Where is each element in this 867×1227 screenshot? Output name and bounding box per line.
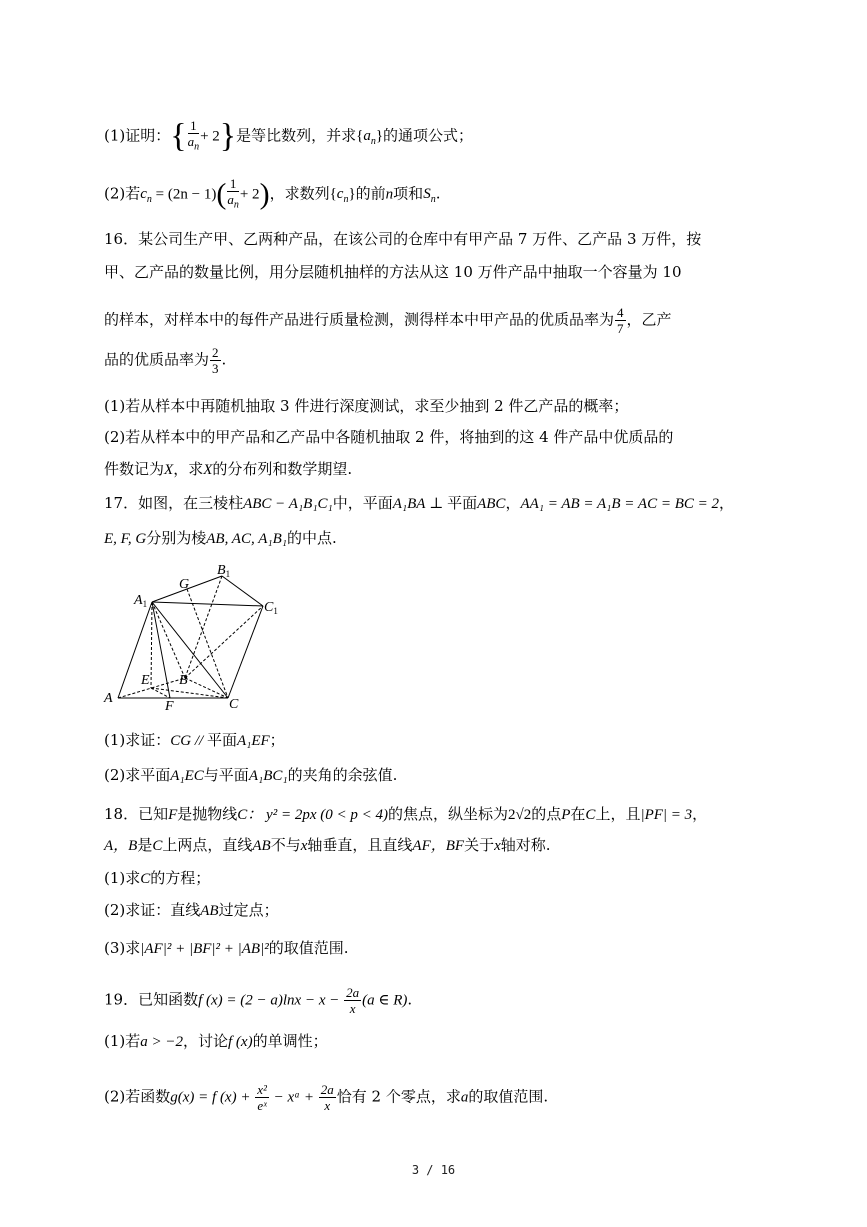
q16-fraction-4-7: $\frac{4}{7}$	[617, 305, 624, 336]
label-f: F	[165, 699, 174, 710]
label-a1: $A_1$	[134, 593, 148, 609]
label-b1: $B_1$	[217, 563, 231, 579]
q15-p1-text2: 的通项公式；	[383, 126, 474, 145]
page-number: 3 / 16	[411, 1163, 456, 1177]
q16-line2: 甲、乙产品的数量比例，用分层随机抽样的方法从这 10 万件产品中抽取一个容量为 10	[104, 263, 682, 281]
q16-line3: 的样本，对样本中的每件产品进行质量检测，测得样本中甲产品的优质品率为 $\frac{4}{7}$ ，乙产	[104, 305, 672, 336]
edge-b1-b	[185, 576, 222, 678]
label-a: A	[104, 691, 113, 706]
edge-a1-c	[152, 602, 228, 698]
q18-part3: (3)求|AF|² + |BF|² + |AB|²的取值范围.	[104, 939, 349, 957]
q15-p1-seq: $\{a_n\}$	[356, 128, 384, 148]
right-brace: }	[219, 117, 237, 155]
edge-a1-b	[152, 602, 185, 678]
label-b: B	[179, 673, 188, 688]
edge-c1-c	[228, 606, 263, 698]
label-e: E	[141, 673, 150, 688]
q17-part1: (1)求证：CG // 平面A₁EF；	[104, 731, 285, 749]
q17-line1: 17．如图，在三棱柱ABC − A₁B₁C₁中，平面A₁BA ⊥ 平面ABC，AA₁ = AB = A₁B = AC = BC = 2，	[104, 494, 735, 512]
left-brace: {	[170, 117, 187, 155]
label-g: G	[179, 577, 190, 592]
q15-part2: (2)若$c_n = (2n - 1)$( $\frac{1}{a_n}$ + 2)，求数列$\{c_n\}$的前n项和$S_n$.	[104, 176, 441, 211]
edge-e-f	[151, 688, 170, 698]
q15-p1-label: (1)证明：	[104, 126, 171, 145]
q19-fraction-2a-x: $\frac{2a}{x}$	[346, 985, 360, 1016]
q16-line4: 品的优质品率为 $\frac{2}{3}$ .	[104, 345, 227, 376]
q16-part1: (1)若从样本中再随机抽取 3 件进行深度测试，求至少抽到 2 件乙产品的概率；	[104, 397, 629, 415]
edge-a1-e	[151, 602, 152, 688]
q17-line2: E, F, G分别为棱AB, AC, A₁B₁的中点.	[104, 529, 337, 547]
q16-part2-line1: (2)若从样本中的甲产品和乙产品中各随机抽取 2 件，将抽到的这 4 件产品中优质品的	[104, 428, 674, 446]
triangular-prism-figure	[100, 560, 290, 710]
label-c: C	[229, 697, 239, 710]
label-c1: $C_1$	[264, 600, 278, 616]
q18-line1: 18．已知F是抛物线C： y² = 2px (0 < p < 4)的焦点，纵坐标为2√2的点P在C上，且|PF| = 3，	[104, 805, 708, 823]
q18-part1: (1)求C的方程；	[104, 869, 211, 887]
edge-e-c	[151, 688, 228, 698]
q18-line2: A，B是C上两点，直线AB不与x轴垂直，且直线AF，BF关于x轴对称.	[104, 836, 551, 854]
q19-fraction-x2-ex: $\frac{\text{x²}}{\text{eˣ}}$	[257, 1082, 267, 1113]
q15-p1-fraction: $\frac{1}{a_n}$	[187, 118, 200, 153]
edge-a1-c1	[152, 602, 263, 606]
q17-part2: (2)求平面A₁EC与平面A₁BC₁的夹角的余弦值.	[104, 766, 398, 784]
edge-b1-c1	[222, 576, 263, 606]
q19-line1: 19．已知函数f (x) = (2 − a)lnx − x − $\frac{2a}{x}$ (a ∈ R).	[104, 985, 413, 1016]
q19-part1: (1)若a > −2，讨论f (x)的单调性；	[104, 1032, 328, 1050]
q19-part2: (2)若函数g(x) = f (x) + $\frac{\text{x²}}{\text{eˣ}}$ − xᵃ + $\frac{2a}{x}$ 恰有 2 个零点，求a的取值范围.	[104, 1082, 549, 1113]
edge-b-c1	[185, 606, 263, 678]
q16-line1: 16．某公司生产甲、乙两种产品，在该公司的仓库中有甲产品 7 万件、乙产品 3 万件，按	[104, 230, 702, 248]
q16-fraction-2-3: $\frac{2}{3}$	[212, 345, 219, 376]
q19-fraction-2a-x-b: $\frac{2a}{x}$	[320, 1082, 334, 1113]
q15-p1-text1: 是等比数列，并求	[236, 126, 357, 145]
q15-p2-fraction: $\frac{1}{a_n}$	[227, 176, 239, 211]
q18-part2: (2)求证：直线AB过定点；	[104, 901, 279, 919]
q16-part2-line2: 件数记为X，求X的分布列和数学期望.	[104, 460, 353, 478]
q15-part1: (1)证明：{ $\frac{1}{a_n}$ + 2}是等比数列，并求$\{a_n\}$的通项公式；	[104, 117, 474, 155]
